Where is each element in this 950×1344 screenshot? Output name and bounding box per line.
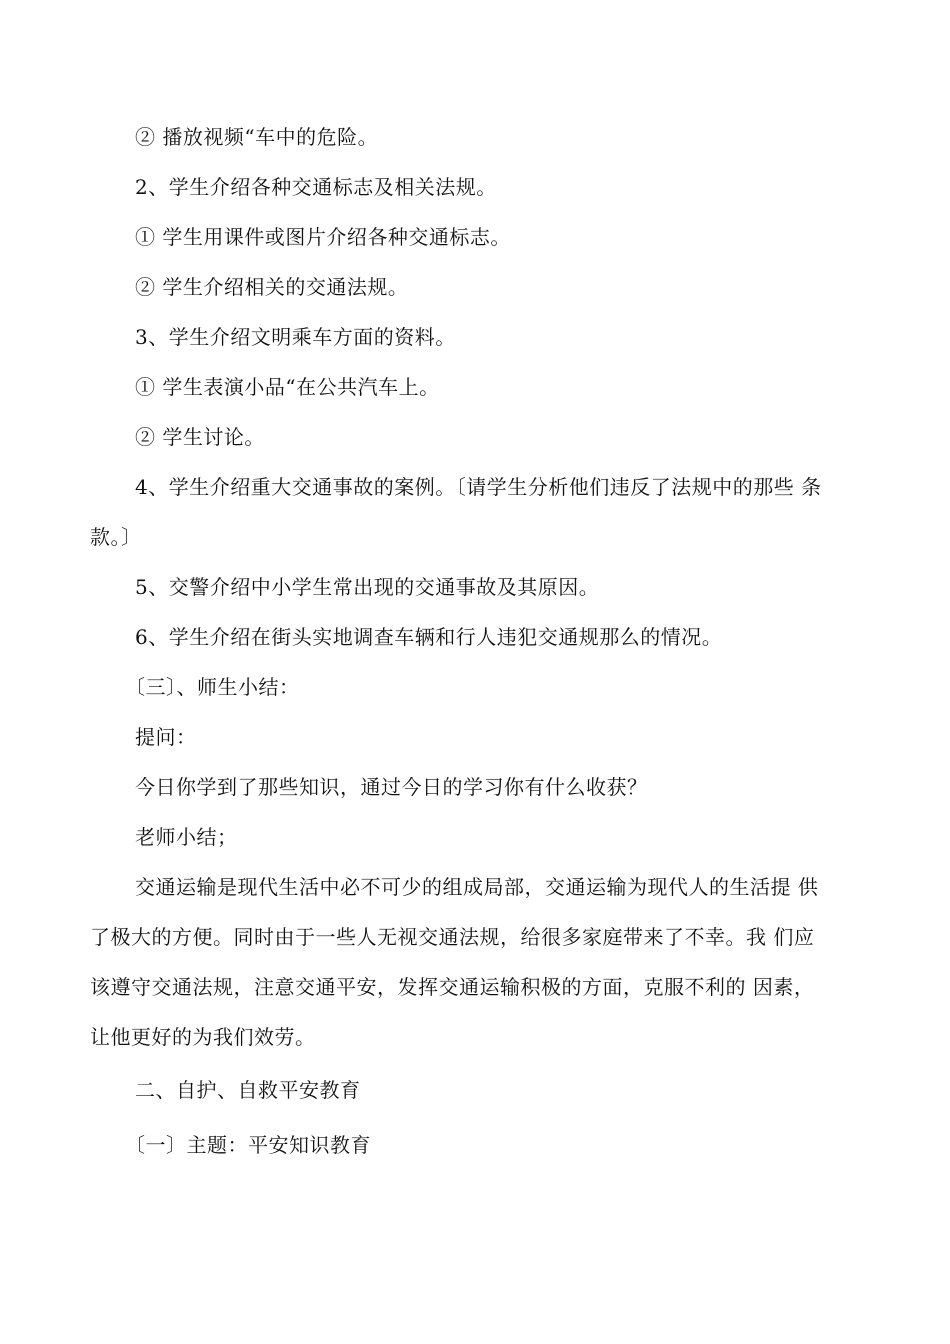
section-heading: 二、自护、自救平安教育 [135,1078,361,1102]
text-line: 5、交警介绍中小学生常出现的交通事故及其原因。 [135,575,600,599]
text-line: 款。〕 [90,525,142,549]
text-line: 提问： [135,725,197,749]
text-line: 今日你学到了那些知识，通过今日的学习你有什么收获？ [135,775,648,799]
paragraph-line: 交通运输是现代生活中必不可少的组成局部，交通运输为现代人的生活提 供 [135,875,819,899]
section-heading: 〔一〕主题：平安知识教育 [125,1133,371,1157]
text-line: ② 播放视频“车中的危险。 [135,125,379,149]
text-line: ① 学生用课件或图片介绍各种交通标志。 [135,225,511,249]
text-line: 4、学生介绍重大交通事故的案例。〔请学生分析他们违反了法规中的那些 条 [135,475,822,499]
text-line: 老师小结； [135,825,238,849]
text-line: 2、学生介绍各种交通标志及相关法规。 [135,175,497,199]
text-line: ① 学生表演小品“在公共汽车上。 [135,375,440,399]
text-line: 6、学生介绍在街头实地调查车辆和行人违犯交通规那么的情况。 [135,625,723,649]
text-line: ② 学生讨论。 [135,425,265,449]
text-line: ② 学生介绍相关的交通法规。 [135,275,409,299]
paragraph-line: 了极大的方便。同时由于一些人无视交通法规，给很多家庭带来了不幸。我 们应 [90,925,815,949]
text-line: 3、学生介绍文明乘车方面的资料。 [135,325,456,349]
paragraph-line: 该遵守交通法规，注意交通平安，发挥交通运输积极的方面，克服不利的 因素， [90,975,815,999]
paragraph-line: 让他更好的为我们效劳。 [90,1025,316,1049]
section-heading: 〔三〕、师生小结： [125,675,300,699]
